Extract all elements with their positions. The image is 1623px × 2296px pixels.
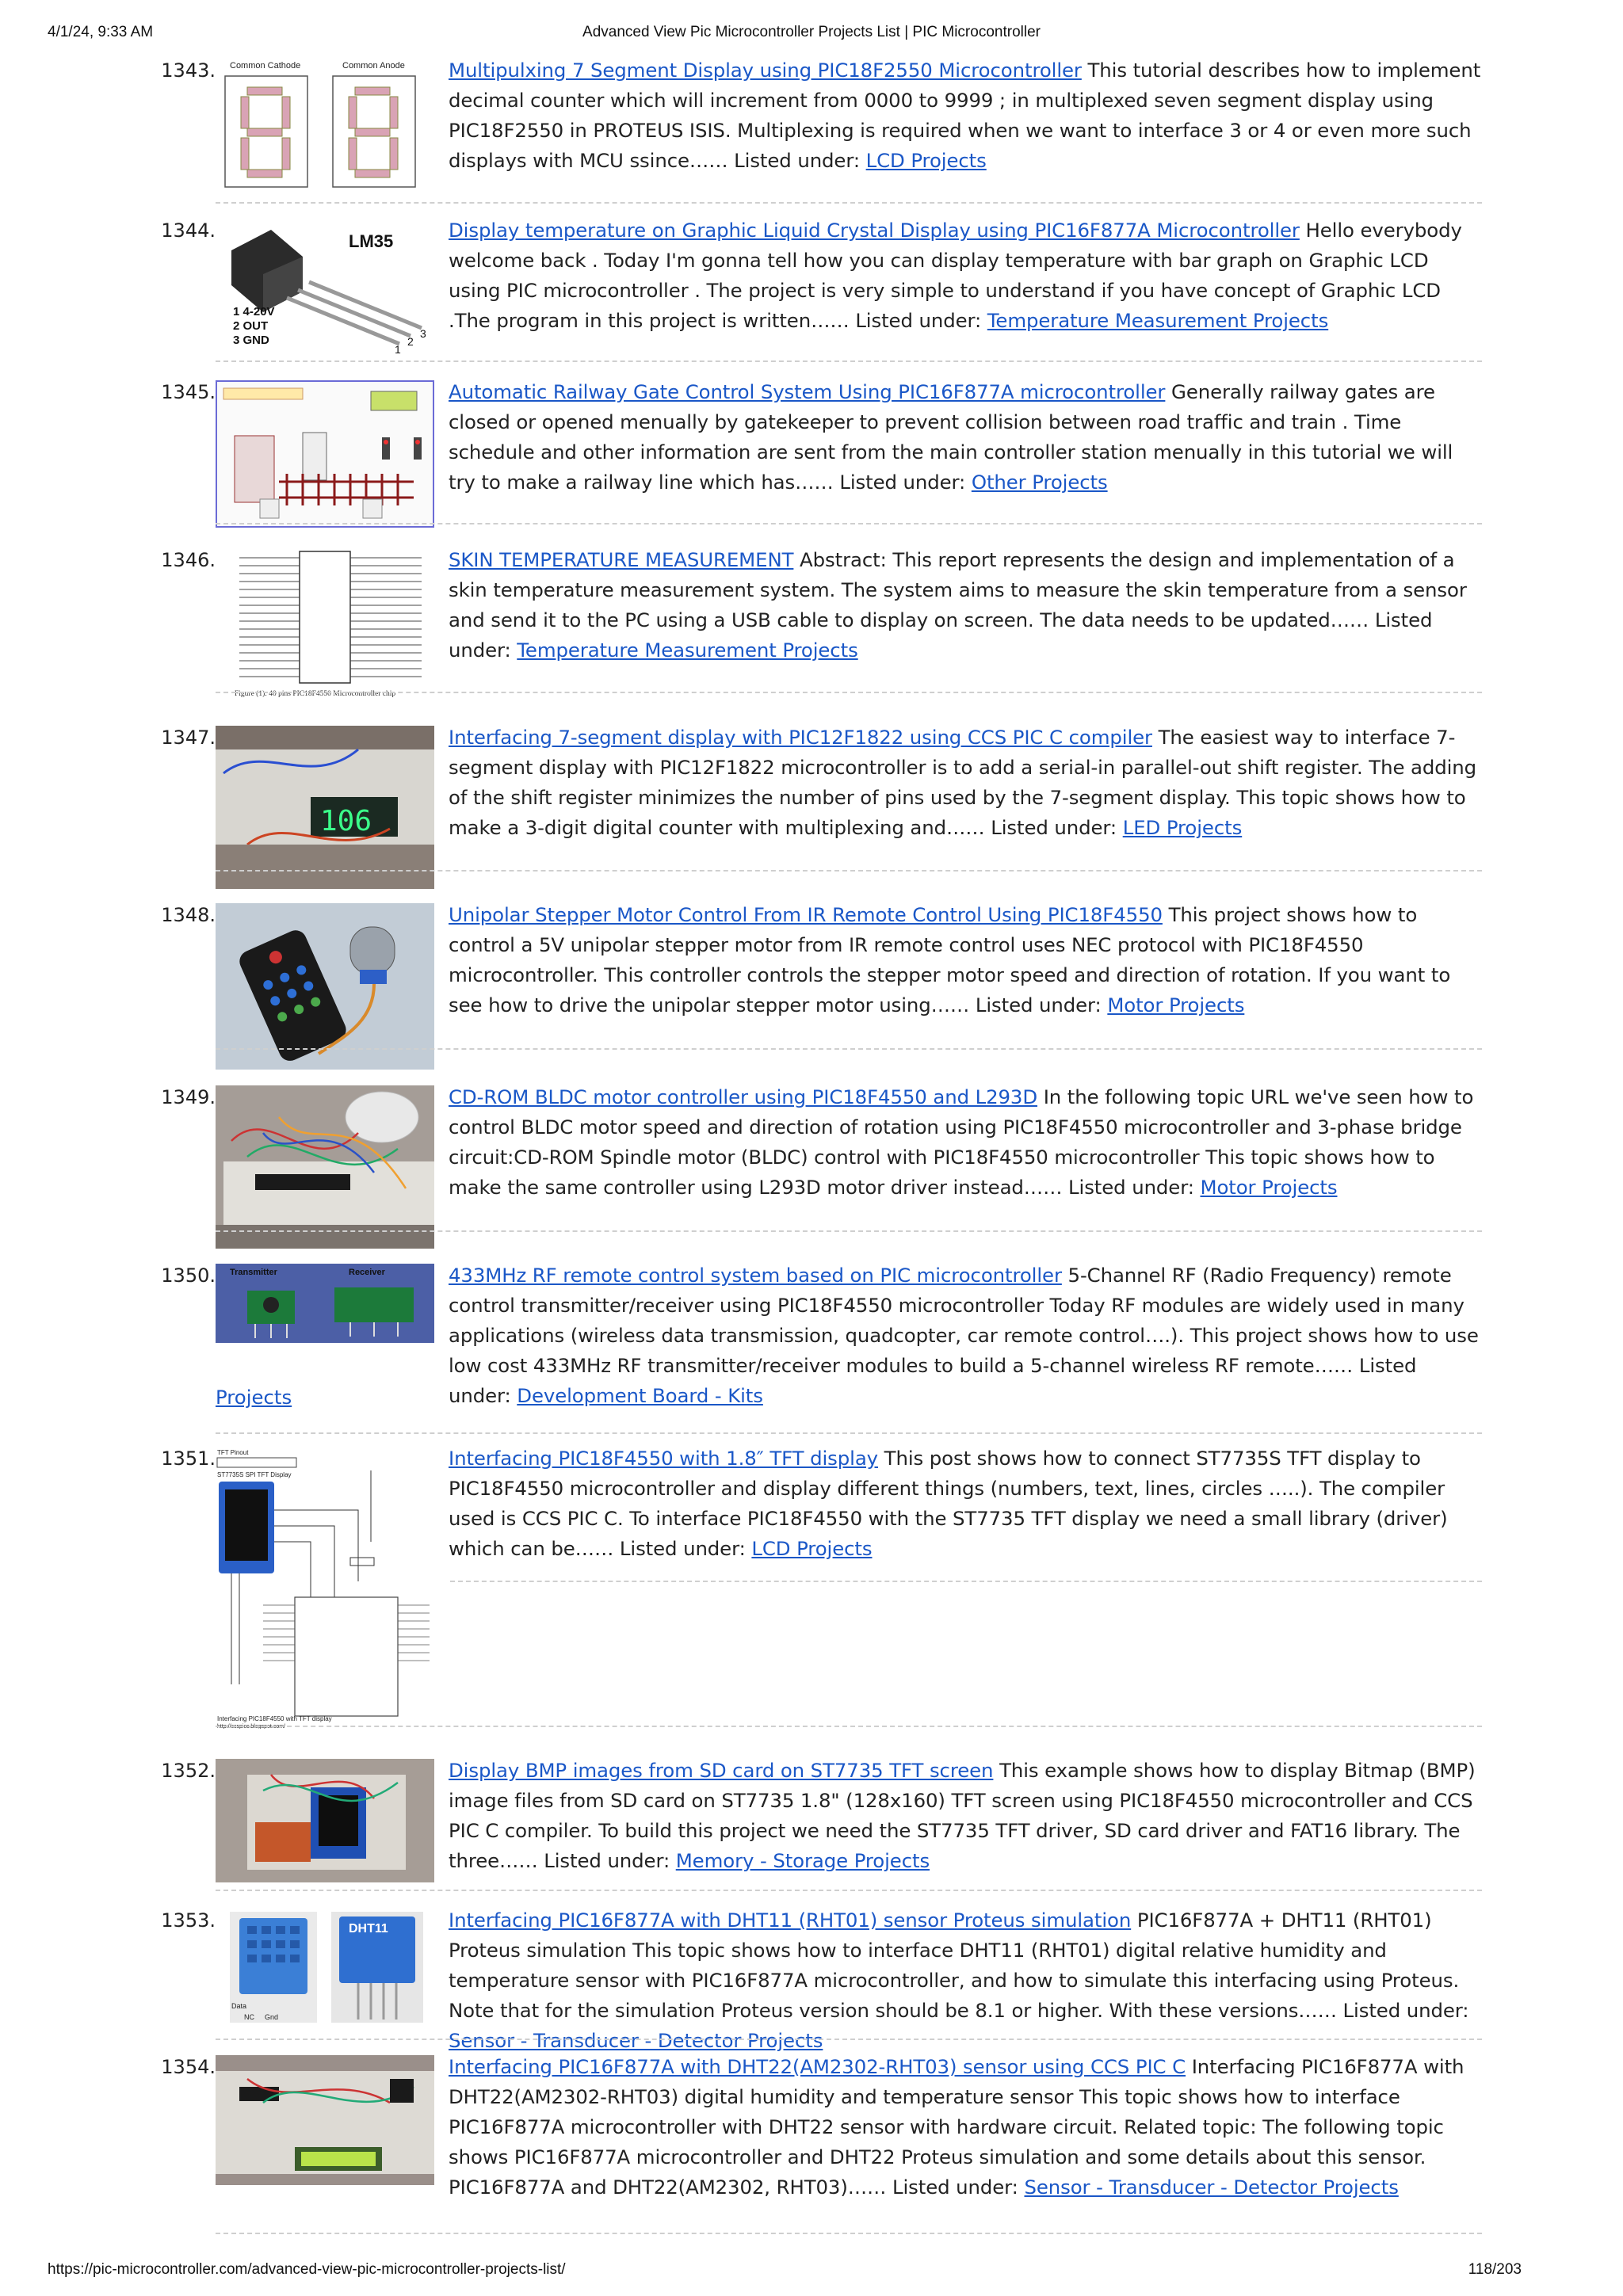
item-text: [449, 900, 1482, 1020]
item-text: [449, 1756, 1482, 1876]
item-title-link[interactable]: Interfacing PIC18F4550 with 1.8″ TFT display: [449, 1447, 878, 1470]
category-link[interactable]: Memory - Storage Projects: [675, 1849, 930, 1872]
item-number: 1343.: [161, 59, 216, 82]
list-item: [158, 1756, 1482, 1890]
list-item: [158, 545, 1482, 697]
divider: [216, 1230, 1482, 1232]
divider: [216, 523, 1482, 524]
item-text: [449, 1261, 1482, 1411]
thumbnail-image[interactable]: [216, 1447, 434, 1729]
display-digits: 106: [320, 805, 372, 837]
thumbnail-image[interactable]: [216, 1264, 434, 1343]
item-description: 5-Channel RF (Radio Frequency) remote control transmitter/receiver using PIC18F4550 microcontroller Today RF modules are widely used in many applications (wireless data transmission, quadcopter, car remote control….). This project shows how to use low cost 433MHz RF transmitter/receiver modules to build a 5-channel wireless RF remote……: [449, 1264, 1479, 1377]
item-text: [449, 1905, 1482, 2056]
item-description: This tutorial describes how to implement decimal counter which will increment from 0000 to 9999 ; in multiplexed seven segment display using PIC18F2550 in PROTEUS ISIS. Multiplexing is required when we want to interface 3 or 4 or even more such displays with MCU ssince……: [449, 59, 1481, 172]
thumb-label: Transmitter: [230, 1268, 277, 1277]
listed-under-label: Listed under:: [1342, 1999, 1469, 2022]
divider: [216, 692, 1482, 693]
print-page-title: Advanced View Pic Microcontroller Projects List | PIC Microcontroller: [582, 24, 1041, 40]
list-item: [158, 723, 1482, 889]
item-title-link[interactable]: Interfacing PIC16F877A with DHT11 (RHT01) sensor Proteus simulation: [449, 1909, 1132, 1932]
thumb-label: http://ccspicc.blogspot.com/: [217, 1724, 285, 1729]
divider: [216, 1048, 1482, 1050]
list-item: [158, 377, 1482, 528]
item-number: 1351.: [161, 1447, 216, 1470]
thumb-label: Receiver: [349, 1268, 385, 1277]
thumb-label: ST7735S SPI TFT Display: [217, 1471, 292, 1478]
item-number: 1346.: [161, 549, 216, 571]
item-number: 1353.: [161, 1909, 216, 1932]
item-description: The easiest way to interface 7-segment display with PIC12F1822 microcontroller is to add a serial-in parallel-out shift register. The adding of the shift register minimizes the number of pins used by the 7-segment display. This topic shows how to make a 3-digit digital counter with multiplexing and……: [449, 726, 1477, 839]
item-title-link[interactable]: Automatic Railway Gate Control System Using PIC16F877A microcontroller: [449, 380, 1166, 403]
item-title-link[interactable]: Unipolar Stepper Motor Control From IR Remote Control Using PIC18F4550: [449, 903, 1163, 926]
print-url: https://pic-microcontroller.com/advanced-view-pic-microcontroller-projects-list/: [48, 2261, 566, 2278]
divider: [216, 1432, 1482, 1434]
category-link[interactable]: LED Projects: [1122, 816, 1243, 839]
category-link[interactable]: Sensor - Transducer - Detector Projects: [1024, 2176, 1399, 2199]
category-link[interactable]: Temperature Measurement Projects: [987, 309, 1329, 332]
category-link[interactable]: Sensor - Transducer - Detector Projects: [449, 2029, 823, 2052]
list-item: [158, 215, 1482, 355]
listed-under-label: Listed under:: [975, 994, 1102, 1016]
thumb-label: 2: [407, 335, 414, 348]
thumbnail-image[interactable]: [216, 219, 434, 353]
item-title-link[interactable]: SKIN TEMPERATURE MEASUREMENT: [449, 548, 794, 571]
category-link[interactable]: Temperature Measurement Projects: [517, 639, 858, 662]
thumbnail-image[interactable]: [216, 380, 434, 528]
item-title-link[interactable]: Interfacing PIC16F877A with DHT22(AM2302-RHT03) sensor using CCS PIC C: [449, 2055, 1186, 2078]
item-number: 1349.: [161, 1086, 216, 1108]
category-link[interactable]: Other Projects: [971, 471, 1108, 494]
item-number: 1350.: [161, 1264, 216, 1287]
item-text: [449, 2052, 1482, 2203]
listed-under-label: Listed under:: [839, 471, 966, 494]
item-title-link[interactable]: Interfacing 7-segment display with PIC12F1822 using CCS PIC C compiler: [449, 726, 1152, 749]
listed-under-label: Listed under:: [449, 608, 1433, 662]
divider: [216, 360, 1482, 362]
thumbnail-image[interactable]: [216, 726, 434, 889]
category-link[interactable]: Motor Projects: [1200, 1176, 1338, 1199]
print-footer: [0, 2261, 1623, 2293]
item-description: Interfacing PIC16F877A with DHT22(AM2302-RHT03) digital humidity and temperature sensor This topic shows how to interface PIC16F877A microcontroller with DHT22 sensor with hardware circuit. Related topic: The following topic shows PIC16F877A microcontroller and DHT22 Proteus simulation and some details about this sensor. PIC16F877A and DHT22(AM2302, RHT03)……: [449, 2055, 1465, 2199]
thumbnail-image[interactable]: [216, 1759, 434, 1882]
listed-under-label: Listed under:: [892, 2176, 1018, 2199]
item-description: Abstract: This report represents the design and implementation of a skin temperature measurement system. The system aims to measure the skin temperature from a sensor and send it to the PC using a USB cable to display on screen. The data needs to be updated……: [449, 548, 1467, 631]
thumbnail-image[interactable]: [216, 548, 434, 699]
listed-under-label: Listed under:: [619, 1537, 746, 1560]
item-text: [449, 55, 1482, 176]
thumb-label: 3 GND: [233, 334, 269, 347]
divider: [216, 870, 1482, 871]
listed-under-label: Listed under:: [544, 1849, 670, 1872]
thumb-label: Common Cathode: [230, 61, 301, 71]
list-item: [158, 900, 1482, 1071]
item-description: Generally railway gates are closed or opened menually by gatekeeper to prevent collision between road traffic and train . Time schedule and other information are sent from the main controller station menually in this tutorial we will try to make a railway line which has……: [449, 380, 1453, 494]
item-description: This example shows how to display Bitmap (BMP) image files from SD card on ST7735 1.8" (128x160) TFT screen using PIC18F4550 microcontroller and CCS PIC C compiler. To build this project we need the ST7735 TFT driver, SD card driver and FAT16 library. The three……: [449, 1759, 1476, 1872]
item-number: 1352.: [161, 1760, 216, 1782]
item-number: 1345.: [161, 381, 216, 403]
category-link[interactable]: Motor Projects: [1107, 994, 1245, 1016]
print-datetime: 4/1/24, 9:33 AM: [48, 24, 154, 40]
item-text: [449, 723, 1482, 843]
item-description: Hello everybody welcome back . Today I'm gonna tell how you can display temperature with bar graph on Graphic LCD using PIC microcontroller . The project is very simple to understand if you have concept of Graphic LCD .The program in this project is written……: [449, 219, 1462, 332]
item-title-link[interactable]: Multipulxing 7 Segment Display using PIC18F2550 Microcontroller: [449, 59, 1082, 82]
item-description: This post shows how to connect ST7735S TFT display to PIC18F4550 microcontroller and display different things (numbers, text, lines, circles …..). The compiler used is CCS PIC C. To interface PIC18F4550 with the ST7735 TFT display we need a small library (driver) which can be……: [449, 1447, 1448, 1560]
item-text: [449, 377, 1482, 498]
listed-under-label: Listed under:: [734, 149, 860, 172]
divider: [216, 2039, 1482, 2040]
category-link[interactable]: LCD Projects: [751, 1537, 873, 1560]
list-item: [158, 1261, 1482, 1417]
thumb-label: LM35: [349, 231, 394, 251]
item-title-link[interactable]: Display temperature on Graphic Liquid Crystal Display using PIC16F877A Microcontroller: [449, 219, 1300, 242]
divider: [216, 2233, 1482, 2234]
divider: [216, 202, 1482, 204]
divider: [216, 1726, 1482, 1727]
item-description: In the following topic URL we've seen how to control BLDC motor speed and direction of rotation using PIC18F4550 microcontroller and 3-phase bridge circuit:CD-ROM Spindle motor (BLDC) control with PIC18F4550 microcontroller This topic shows how to make the same controller using L293D motor driver instead……: [449, 1085, 1474, 1199]
category-link-continuation: [216, 1383, 292, 1413]
thumb-label: 1 4-20V: [233, 305, 275, 318]
thumb-label: Interfacing PIC18F4550 with TFT display: [217, 1715, 332, 1722]
list-item: [158, 1082, 1482, 1249]
item-number: 1348.: [161, 904, 216, 926]
item-description: This project shows how to control a 5V unipolar stepper motor from IR remote control uses NEC protocol with PIC18F4550 microcontroller. This controller controls the stepper motor speed and direction of rotation. If you want to see how to drive the unipolar stepper motor using……: [449, 903, 1451, 1016]
print-page-number: 118/203: [1468, 2261, 1522, 2278]
thumb-label: Common Anode: [342, 61, 405, 71]
listed-under-label: Listed under:: [1068, 1176, 1194, 1199]
item-number: 1347.: [161, 727, 216, 749]
thumb-label: Data: [231, 2002, 247, 2010]
divider: [216, 1890, 1482, 1891]
thumb-caption: Figure (1): 40 pins PIC18F4550 Microcontroller chip: [235, 690, 396, 698]
thumbnail-image[interactable]: [216, 903, 434, 1070]
thumb-label: 3: [420, 327, 426, 340]
divider: [450, 1581, 1482, 1582]
listed-under-label: Listed under:: [991, 816, 1117, 839]
listed-under-label: Listed under:: [855, 309, 982, 332]
item-title-link[interactable]: 433MHz RF remote control system based on PIC microcontroller: [449, 1264, 1062, 1287]
category-link[interactable]: Projects: [216, 1386, 292, 1409]
list-item: [158, 55, 1482, 198]
print-header: [0, 24, 1623, 55]
thumb-label: 2 OUT: [233, 319, 269, 333]
listed-under-label: Listed under:: [449, 1354, 1417, 1407]
item-title-link[interactable]: Display BMP images from SD card on ST7735 TFT screen: [449, 1759, 994, 1782]
item-description: PIC16F877A + DHT11 (RHT01) Proteus simulation This topic shows how to interface DHT11 (RHT01) digital relative humidity and temperature sensor with PIC16F877A microcontroller, and how to simulate this interfacing using Proteus. Note that for the simulation Proteus version should be 8.1 or higher. With these versions……: [449, 1909, 1460, 2022]
item-number: 1344.: [161, 219, 216, 242]
thumbnail-image[interactable]: [216, 59, 434, 192]
category-link[interactable]: Development Board - Kits: [517, 1384, 763, 1407]
thumbnail-image[interactable]: [216, 2055, 434, 2185]
list-item: [158, 1444, 1482, 1729]
thumbnail-image[interactable]: [216, 1909, 434, 2027]
item-text: [449, 1444, 1482, 1564]
item-number: 1354.: [161, 2056, 216, 2078]
category-link[interactable]: LCD Projects: [865, 149, 987, 172]
list-item: [158, 1905, 1482, 2053]
item-text: [449, 1082, 1482, 1203]
thumb-label: Gnd: [265, 2013, 279, 2021]
item-text: [449, 545, 1482, 666]
item-title-link[interactable]: CD-ROM BLDC motor controller using PIC18F4550 and L293D: [449, 1085, 1038, 1108]
thumbnail-image[interactable]: [216, 1085, 434, 1249]
thumb-label: 1: [395, 343, 401, 353]
thumb-label: NC: [244, 2013, 254, 2021]
list-item: [158, 2052, 1482, 2207]
thumb-label: TFT Pinout: [217, 1449, 249, 1456]
item-text: [449, 215, 1482, 336]
thumb-label: DHT11: [349, 1922, 388, 1936]
